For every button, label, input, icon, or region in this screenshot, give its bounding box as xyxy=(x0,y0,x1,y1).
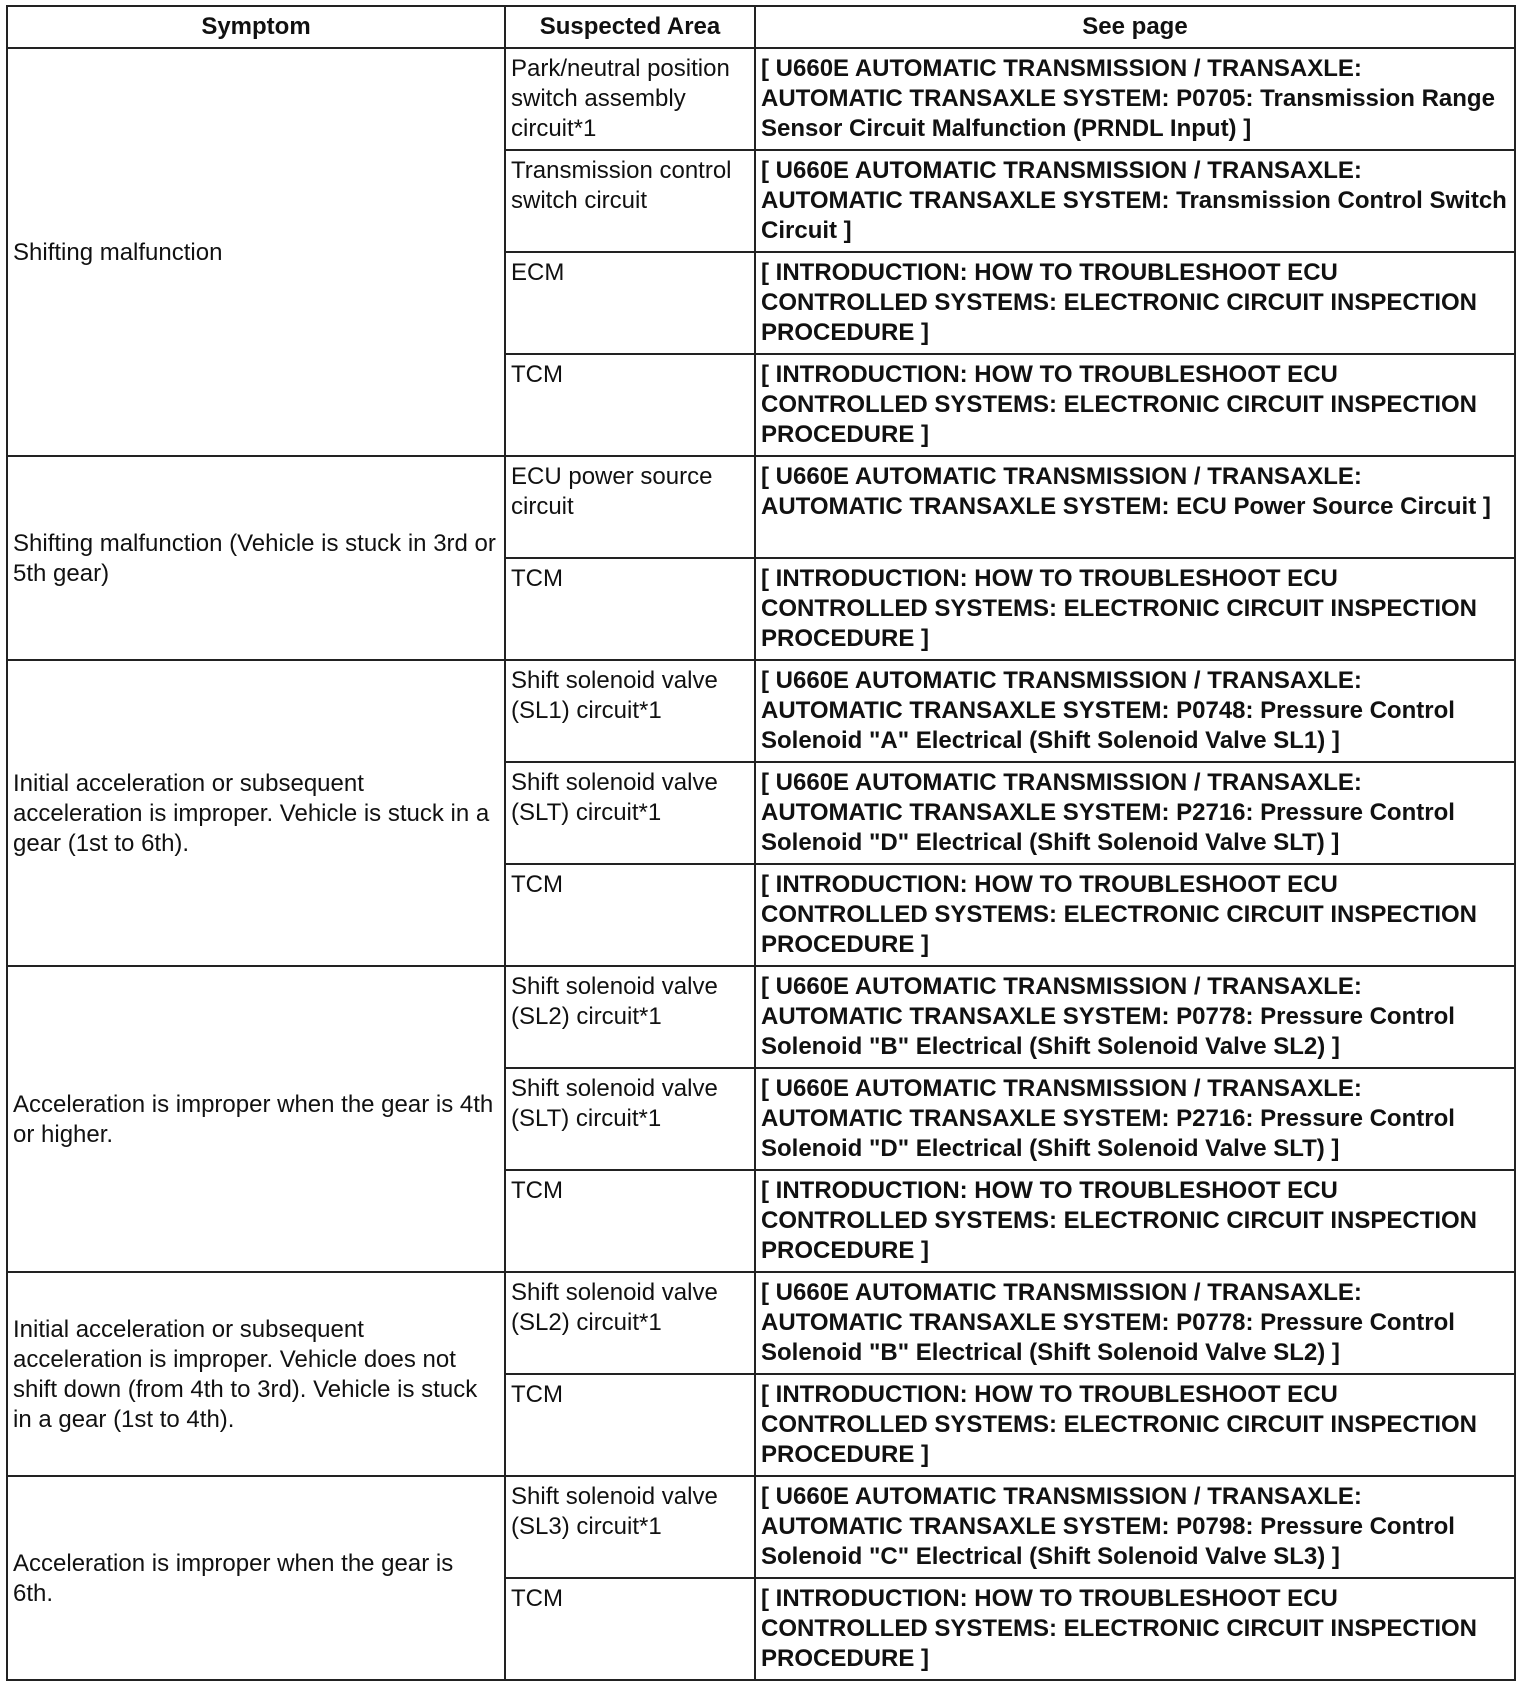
see-page-link[interactable]: [ U660E AUTOMATIC TRANSMISSION / TRANSAXLE: AUTOMATIC TRANSAXLE SYSTEM: P0748: Pressure Control Solenoid "A" Electrical (Shift Solenoid Valve SL1) ] xyxy=(755,660,1515,762)
suspected-area-cell: TCM xyxy=(505,864,755,966)
troubleshooting-table xyxy=(6,5,1516,1681)
see-page-link[interactable]: [ INTRODUCTION: HOW TO TROUBLESHOOT ECU CONTROLLED SYSTEMS: ELECTRONIC CIRCUIT INSPECTION PROCEDURE ] xyxy=(755,252,1515,354)
symptom-cell: Initial acceleration or subsequent acceleration is improper. Vehicle does not shift down (from 4th to 3rd). Vehicle is stuck in a gear (1st to 4th). xyxy=(7,1272,505,1476)
suspected-area-cell: TCM xyxy=(505,1170,755,1272)
see-page-link[interactable]: [ INTRODUCTION: HOW TO TROUBLESHOOT ECU CONTROLLED SYSTEMS: ELECTRONIC CIRCUIT INSPECTION PROCEDURE ] xyxy=(755,354,1515,456)
suspected-area-cell: TCM xyxy=(505,1578,755,1680)
see-page-link[interactable]: [ U660E AUTOMATIC TRANSMISSION / TRANSAXLE: AUTOMATIC TRANSAXLE SYSTEM: P2716: Pressure Control Solenoid "D" Electrical (Shift Solenoid Valve SLT) ] xyxy=(755,1068,1515,1170)
table-row xyxy=(7,966,1515,1068)
symptom-cell: Shifting malfunction xyxy=(7,48,505,456)
suspected-area-cell: TCM xyxy=(505,354,755,456)
header-symptom: Symptom xyxy=(7,6,505,48)
suspected-area-cell: TCM xyxy=(505,1374,755,1476)
header-see-page: See page xyxy=(755,6,1515,48)
table-row xyxy=(7,1476,1515,1578)
suspected-area-cell: Shift solenoid valve (SLT) circuit*1 xyxy=(505,762,755,864)
symptom-cell: Initial acceleration or subsequent acceleration is improper. Vehicle is stuck in a gear (1st to 6th). xyxy=(7,660,505,966)
see-page-link[interactable]: [ INTRODUCTION: HOW TO TROUBLESHOOT ECU CONTROLLED SYSTEMS: ELECTRONIC CIRCUIT INSPECTION PROCEDURE ] xyxy=(755,1578,1515,1680)
suspected-area-cell: Shift solenoid valve (SL2) circuit*1 xyxy=(505,966,755,1068)
symptom-cell: Shifting malfunction (Vehicle is stuck in 3rd or 5th gear) xyxy=(7,456,505,660)
symptom-cell: Acceleration is improper when the gear is 6th. xyxy=(7,1476,505,1680)
see-page-link[interactable]: [ INTRODUCTION: HOW TO TROUBLESHOOT ECU CONTROLLED SYSTEMS: ELECTRONIC CIRCUIT INSPECTION PROCEDURE ] xyxy=(755,1170,1515,1272)
suspected-area-cell: Shift solenoid valve (SL2) circuit*1 xyxy=(505,1272,755,1374)
suspected-area-cell: Shift solenoid valve (SL3) circuit*1 xyxy=(505,1476,755,1578)
table-row xyxy=(7,660,1515,762)
see-page-link[interactable]: [ U660E AUTOMATIC TRANSMISSION / TRANSAXLE: AUTOMATIC TRANSAXLE SYSTEM: P0705: Transmission Range Sensor Circuit Malfunction (PRNDL Input) ] xyxy=(755,48,1515,150)
header-suspected-area: Suspected Area xyxy=(505,6,755,48)
table-row xyxy=(7,456,1515,558)
see-page-link[interactable]: [ U660E AUTOMATIC TRANSMISSION / TRANSAXLE: AUTOMATIC TRANSAXLE SYSTEM: P0798: Pressure Control Solenoid "C" Electrical (Shift Solenoid Valve SL3) ] xyxy=(755,1476,1515,1578)
suspected-area-cell: Transmission control switch circuit xyxy=(505,150,755,252)
see-page-link[interactable]: [ INTRODUCTION: HOW TO TROUBLESHOOT ECU CONTROLLED SYSTEMS: ELECTRONIC CIRCUIT INSPECTION PROCEDURE ] xyxy=(755,1374,1515,1476)
see-page-link[interactable]: [ U660E AUTOMATIC TRANSMISSION / TRANSAXLE: AUTOMATIC TRANSAXLE SYSTEM: ECU Power Source Circuit ] xyxy=(755,456,1515,558)
header-row xyxy=(7,6,1515,48)
table-row xyxy=(7,48,1515,150)
suspected-area-cell: ECM xyxy=(505,252,755,354)
suspected-area-cell: TCM xyxy=(505,558,755,660)
suspected-area-cell: Park/neutral position switch assembly circuit*1 xyxy=(505,48,755,150)
suspected-area-cell: Shift solenoid valve (SLT) circuit*1 xyxy=(505,1068,755,1170)
see-page-link[interactable]: [ U660E AUTOMATIC TRANSMISSION / TRANSAXLE: AUTOMATIC TRANSAXLE SYSTEM: P0778: Pressure Control Solenoid "B" Electrical (Shift Solenoid Valve SL2) ] xyxy=(755,966,1515,1068)
see-page-link[interactable]: [ INTRODUCTION: HOW TO TROUBLESHOOT ECU CONTROLLED SYSTEMS: ELECTRONIC CIRCUIT INSPECTION PROCEDURE ] xyxy=(755,558,1515,660)
table-row xyxy=(7,1272,1515,1374)
troubleshooting-table-container xyxy=(6,5,1514,1681)
symptom-cell: Acceleration is improper when the gear is 4th or higher. xyxy=(7,966,505,1272)
see-page-link[interactable]: [ U660E AUTOMATIC TRANSMISSION / TRANSAXLE: AUTOMATIC TRANSAXLE SYSTEM: P0778: Pressure Control Solenoid "B" Electrical (Shift Solenoid Valve SL2) ] xyxy=(755,1272,1515,1374)
suspected-area-cell: ECU power source circuit xyxy=(505,456,755,558)
see-page-link[interactable]: [ U660E AUTOMATIC TRANSMISSION / TRANSAXLE: AUTOMATIC TRANSAXLE SYSTEM: Transmission Control Switch Circuit ] xyxy=(755,150,1515,252)
see-page-link[interactable]: [ U660E AUTOMATIC TRANSMISSION / TRANSAXLE: AUTOMATIC TRANSAXLE SYSTEM: P2716: Pressure Control Solenoid "D" Electrical (Shift Solenoid Valve SLT) ] xyxy=(755,762,1515,864)
suspected-area-cell: Shift solenoid valve (SL1) circuit*1 xyxy=(505,660,755,762)
see-page-link[interactable]: [ INTRODUCTION: HOW TO TROUBLESHOOT ECU CONTROLLED SYSTEMS: ELECTRONIC CIRCUIT INSPECTION PROCEDURE ] xyxy=(755,864,1515,966)
